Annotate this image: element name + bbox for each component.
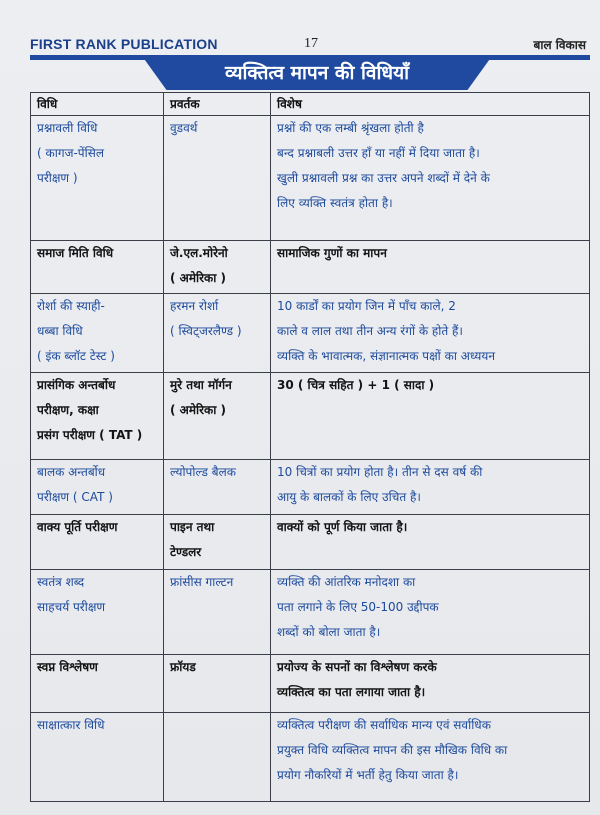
- detail-line: शब्दों को बोला जाता है।: [277, 625, 381, 639]
- founder-line: मुरे तथा मॉर्गन: [170, 378, 232, 392]
- detail-line: प्रयोग नौकरियों में भर्ती हेतु किया जाता है।: [277, 768, 459, 782]
- table-row: [31, 294, 590, 373]
- cell-detail: [271, 116, 590, 241]
- method-line: परीक्षण ( CAT ): [37, 490, 113, 504]
- cell-founder: [164, 515, 271, 570]
- detail-line: वाक्यों को पूर्ण किया जाता है।: [277, 520, 408, 534]
- detail-line: सामाजिक गुणों का मापन: [277, 246, 387, 260]
- method-line: ( इंक ब्लॉट टेस्ट ): [37, 349, 115, 363]
- founder-line: फ्रांसीस गाल्टन: [170, 575, 234, 589]
- detail-line: खुली प्रश्नावली प्रश्न का उत्तर अपने शब्दों में देने के: [277, 171, 490, 185]
- cell-founder: [164, 373, 271, 460]
- detail-line: व्यक्ति की आंतरिक मनोदशा का: [277, 575, 416, 589]
- table-row: [31, 515, 590, 570]
- cell-method: [31, 241, 164, 294]
- detail-line: व्यक्ति के भावात्मक, संज्ञानात्मक पक्षों का अध्ययन: [277, 349, 496, 363]
- cell-detail: [271, 241, 590, 294]
- cell-founder: [164, 116, 271, 241]
- header-founder: प्रवर्तक: [164, 93, 271, 116]
- cell-method: [31, 460, 164, 515]
- detail-line: बन्द प्रश्नाबली उत्तर हाँ या नहीं में दिया जाता है।: [277, 146, 480, 160]
- detail-line: 30 ( चित्र सहित ) + 1 ( सादा ): [277, 378, 435, 392]
- detail-line: आयु के बालकों के लिए उचित है।: [277, 490, 421, 504]
- table-row: [31, 460, 590, 515]
- founder-line: पाइन तथा: [170, 520, 215, 534]
- publisher-name: FIRST RANK PUBLICATION: [30, 36, 218, 52]
- cell-method: [31, 713, 164, 802]
- method-line: रोर्शा की स्याही-: [37, 299, 105, 313]
- cell-method: [31, 655, 164, 713]
- method-line: स्वतंत्र शब्द: [37, 575, 85, 589]
- detail-line: व्यक्तित्व का पता लगाया जाता है।: [277, 685, 426, 699]
- cell-founder: [164, 570, 271, 655]
- founder-line: ( स्विट्जरलैण्ड ): [170, 324, 242, 338]
- method-line: प्रासंगिक अन्तर्बोध: [37, 378, 116, 392]
- table-header-row: [31, 93, 590, 116]
- cell-detail: [271, 713, 590, 802]
- method-line: परीक्षण, कक्षा: [37, 403, 99, 417]
- cell-method: [31, 570, 164, 655]
- table-row: [31, 570, 590, 655]
- founder-line: टेण्डलर: [170, 545, 202, 559]
- cell-founder: [164, 294, 271, 373]
- cell-method: [31, 294, 164, 373]
- table-row: [31, 116, 590, 241]
- founder-line: वुडवर्थ: [170, 121, 198, 135]
- cell-detail: [271, 570, 590, 655]
- header-method: विधि: [31, 93, 164, 116]
- cell-founder: [164, 460, 271, 515]
- method-line: परीक्षण ): [37, 171, 78, 185]
- founder-line: फ्रॉयड: [170, 660, 196, 674]
- detail-line: काले व लाल तथा तीन अन्य रंगों के होते हैं।: [277, 324, 463, 338]
- method-line: ( कागज-पेंसिल: [37, 146, 104, 160]
- founder-line: ( अमेरिका ): [170, 271, 227, 285]
- method-line: धब्बा विधि: [37, 324, 83, 338]
- method-line: साहचर्य परीक्षण: [37, 600, 106, 614]
- detail-line: लिए व्यक्ति स्वतंत्र होता है।: [277, 196, 393, 210]
- method-line: साक्षात्कार विधि: [37, 718, 105, 732]
- founder-line: ल्योपोल्ड बैलक: [170, 465, 236, 479]
- founder-line: ( अमेरिका ): [170, 403, 227, 417]
- method-line: बालक अन्तर्बोध: [37, 465, 106, 479]
- cell-method: [31, 515, 164, 570]
- founder-line: हरमन रोर्शा: [170, 299, 219, 313]
- detail-line: 10 चित्रों का प्रयोग होता है। तीन से दस वर्ष की: [277, 465, 483, 479]
- detail-line: प्रश्नों की एक लम्बी श्रृंखला होती है: [277, 121, 424, 135]
- cell-detail: [271, 515, 590, 570]
- header-detail: विशेष: [271, 93, 590, 116]
- detail-line: व्यक्तित्व परीक्षण की सर्वाधिक मान्य एवं सर्वाधिक: [277, 718, 491, 732]
- cell-detail: [271, 373, 590, 460]
- method-line: प्रश्नावली विधि: [37, 121, 98, 135]
- table-row: [31, 373, 590, 460]
- detail-line: पता लगाने के लिए 50-100 उद्दीपक: [277, 600, 439, 614]
- cell-detail: [271, 294, 590, 373]
- table-row: [31, 655, 590, 713]
- cell-method: [31, 116, 164, 241]
- detail-line: 10 कार्डों का प्रयोग जिन में पाँच काले, 2: [277, 299, 456, 313]
- method-line: प्रसंग परीक्षण ( TAT ): [37, 428, 143, 442]
- cell-founder: [164, 713, 271, 802]
- detail-line: प्रयुक्त विधि व्यक्तित्व मापन की इस मौखिक विधि का: [277, 743, 508, 757]
- subject-label: बाल विकास: [533, 38, 586, 52]
- table-row: [31, 713, 590, 802]
- cell-founder: [164, 655, 271, 713]
- method-line: समाज मिति विधि: [37, 246, 114, 260]
- method-line: स्वप्न विश्लेषण: [37, 660, 98, 674]
- page-title: व्यक्तित्व मापन की विधियाँ: [224, 62, 410, 84]
- page-number: 17: [304, 36, 318, 51]
- cell-detail: [271, 460, 590, 515]
- founder-line: जे.एल.मोरेनो: [170, 246, 228, 260]
- method-line: वाक्य पूर्ति परीक्षण: [37, 520, 118, 534]
- table-row: [31, 241, 590, 294]
- cell-detail: [271, 655, 590, 713]
- detail-line: प्रयोज्य के सपनों का विश्लेषण करके: [277, 660, 437, 674]
- cell-founder: [164, 241, 271, 294]
- cell-method: [31, 373, 164, 460]
- methods-table: [30, 92, 590, 802]
